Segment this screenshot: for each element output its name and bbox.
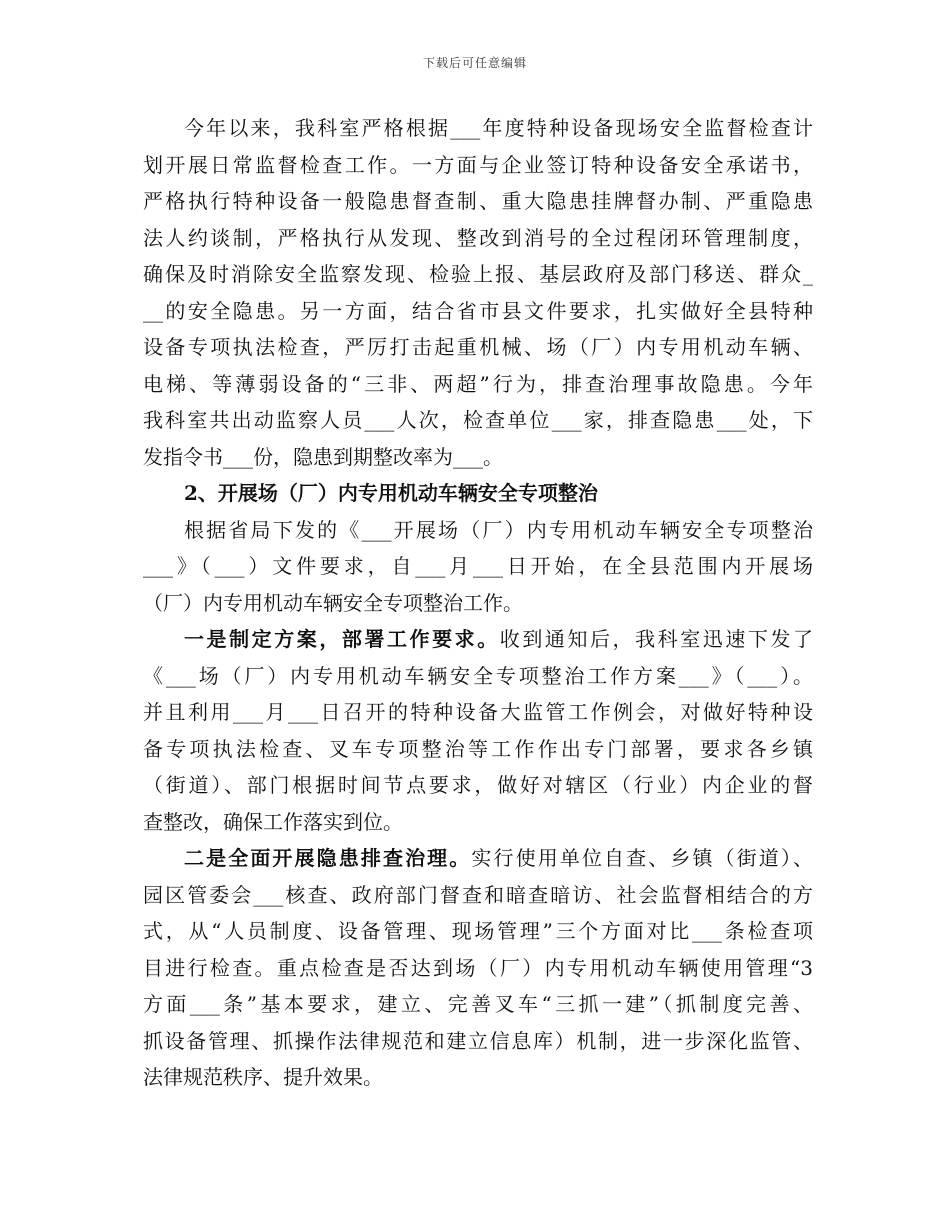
body-line — [143, 840, 813, 877]
body-line: （厂）内专用机动车辆安全专项整治工作。 — [143, 590, 523, 615]
body-line: 园区管委会___核查、政府部门督查和暗查暗访、社会监督相结合的方 — [143, 882, 813, 907]
body-line: 今年以来，我科室严格根据___年度特种设备现场安全监督检查计 — [184, 116, 813, 140]
body-line: 电梯、等薄弱设备的“三非、两超”行为，排查治理事故隐患。今年 — [143, 371, 813, 396]
body-line: 方面___条”基本要求，建立、完善叉车“三抓一建”（抓制度完善、 — [143, 992, 813, 1016]
section-heading: 2、开展场（厂）内专用机动车辆安全专项整治 — [184, 481, 598, 505]
body-line: 我科室共出动监察人员___人次，检查单位___家，排查隐患___处，下 — [143, 408, 813, 432]
body-line: 并且利用___月___日召开的特种设备大监管工作例会，对做好特种设 — [143, 700, 813, 724]
body-line: 查整改，确保工作落实到位。 — [143, 809, 403, 834]
bold-lead-text: 一是制定方案，部署工作要求。 — [184, 627, 500, 651]
body-line: 根据省局下发的《___开展场（厂）内专用机动车辆安全专项整治 — [184, 517, 813, 542]
body-line: 备专项执法检查、叉车专项整治等工作作出专门部署，要求各乡镇 — [143, 736, 813, 761]
body-line: 发指令书___份，隐患到期整改率为___。 — [143, 444, 503, 469]
body-line: 目进行检查。重点检查是否达到场（厂）内专用机动车辆使用管理“3 — [143, 955, 813, 980]
body-line: 式，从“人员制度、设备管理、现场管理”三个方面对比___条检查项 — [143, 919, 813, 943]
body-text: 实行使用单位自查、乡镇（街道）、 — [471, 846, 814, 870]
body-line: __的安全隐患。另一方面，结合省市县文件要求，扎实做好全县特种 — [143, 298, 813, 323]
body-line: ___》（___）文件要求，自___月___日开始，在全县范围内开展场 — [143, 554, 813, 578]
bold-lead-text: 二是全面开展隐患排查治理。 — [184, 846, 472, 870]
body-line: 法人约谈制，严格执行从发现、整改到消号的全过程闭环管理制度， — [143, 225, 813, 250]
body-line: 确保及时消除安全监察发现、检验上报、基层政府及部门移送、群众_ — [143, 262, 813, 286]
body-text: 收到通知后，我科室迅速下发了 — [499, 627, 814, 651]
body-line: 设备专项执法检查，严厉打击起重机械、场（厂）内专用机动车辆、 — [143, 335, 813, 359]
body-line: 严格执行特种设备一般隐患督查制、重大隐患挂牌督办制、严重隐患 — [143, 189, 813, 213]
body-line: 抓设备管理、抓操作法律规范和建立信息库）机制，进一步深化监管、 — [143, 1028, 813, 1053]
body-line — [143, 621, 813, 658]
document-body — [143, 110, 813, 1096]
body-line: 法律规范秩序、提升效果。 — [143, 1065, 383, 1089]
body-line: （街道）、部门根据时间节点要求，做好对辖区（行业）内企业的督 — [143, 773, 813, 797]
page-header: 下载后可任意编辑 — [422, 56, 527, 70]
body-line: 划开展日常监督检查工作。一方面与企业签订特种设备安全承诺书， — [143, 152, 813, 177]
body-line: 《___场（厂）内专用机动车辆安全专项整治工作方案___》（___）。 — [143, 663, 813, 688]
